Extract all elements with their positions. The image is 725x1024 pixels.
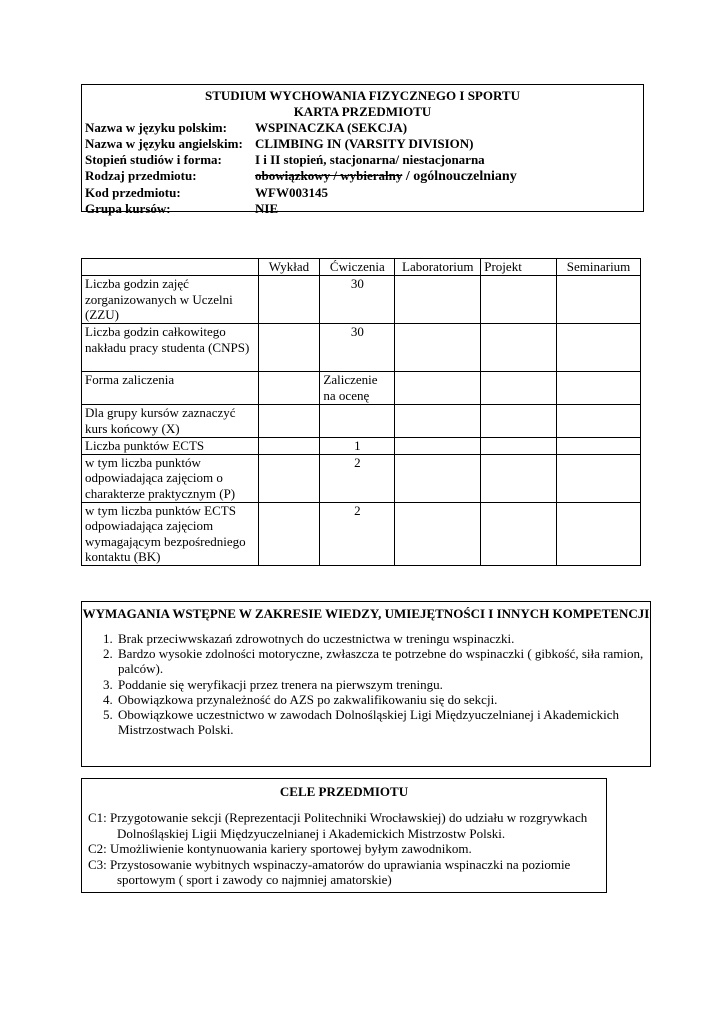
table-cell [258, 405, 320, 438]
table-cell: 30 [320, 276, 395, 324]
hours-table [81, 258, 641, 566]
header-label: Kod przedmiotu: [85, 185, 181, 200]
list-item: 5. Obowiązkowe uczestnictwo w zawodach Dolnośląskiej Ligi Międzyuczelnianej i Akademickich Mistrzostwach Polski. [116, 707, 650, 737]
column-header: Projekt [481, 259, 557, 276]
table-cell: 2 [320, 502, 395, 565]
table-row [82, 372, 641, 405]
list-item: 2. Bardzo wysokie zdolności motoryczne, zwłaszcza te potrzebne do wspinaczki ( gibkość, siła ramion, palców). [116, 646, 650, 676]
table-cell [481, 502, 557, 565]
table-row [82, 324, 641, 372]
table-cell [481, 438, 557, 455]
column-header: Laboratorium [395, 259, 481, 276]
header-value: WSPINACZKA (SEKCJA) [255, 120, 408, 135]
table-cell [395, 276, 481, 324]
table-row [82, 454, 641, 502]
table-cell [258, 372, 320, 405]
list-item: 4. Obowiązkowa przynależność do AZS po zakwalifikowaniu się do sekcji. [116, 692, 650, 707]
table-cell [557, 502, 641, 565]
row-label: w tym liczba punktów odpowiadająca zajęciom o charakterze praktycznym (P) [82, 454, 259, 502]
table-cell [395, 438, 481, 455]
column-header: Seminarium [557, 259, 641, 276]
table-cell [395, 454, 481, 502]
column-header: Ćwiczenia [320, 259, 395, 276]
column-header: Wykład [258, 259, 320, 276]
list-item: C3: Przystosowanie wybitnych wspinaczy-amatorów do uprawiania wspinaczki na poziomie sportowym ( sport i zawody co najmniej amatorskie) [88, 856, 571, 888]
row-label: Dla grupy kursów zaznaczyć kurs końcowy (X) [82, 405, 259, 438]
table-cell [481, 372, 557, 405]
header-row-english-name [82, 136, 643, 152]
table-cell [395, 372, 481, 405]
row-label: Liczba godzin zajęć zorganizowanych w Uczelni (ZZU) [82, 276, 259, 324]
list-item: 1. Brak przeciwwskazań zdrowotnych do uczestnictwa w treningu wspinaczki. [116, 631, 650, 646]
header-label: Nazwa w języku polskim: [85, 120, 227, 135]
requirements-list [82, 631, 650, 737]
table-cell: 2 [320, 454, 395, 502]
row-label: Liczba godzin całkowitego nakładu pracy studenta (CNPS) [82, 324, 259, 372]
course-type-value: / ogólnouczelniany [402, 169, 517, 184]
header-row-course-code [82, 185, 643, 201]
header-title-line2: KARTA PRZEDMIOTU [293, 104, 432, 119]
course-header-box [81, 84, 644, 216]
goals-box [81, 778, 607, 893]
header-value: WFW003145 [255, 185, 328, 200]
table-cell [481, 454, 557, 502]
table-cell [481, 405, 557, 438]
row-label: Liczba punktów ECTS [82, 438, 259, 455]
requirements-title: WYMAGANIA WSTĘPNE W ZAKRESIE WIEDZY, UMIEJĘTNOŚCI I INNYCH KOMPETENCJI [82, 606, 650, 621]
table-cell: 30 [320, 324, 395, 372]
table-cell [258, 324, 320, 372]
table-cell [395, 502, 481, 565]
row-label: w tym liczba punktów ECTS odpowiadająca zajęciom wymagającym bezpośredniego kontaktu (BK) [82, 502, 259, 565]
table-cell [320, 405, 395, 438]
table-cell [557, 276, 641, 324]
table-cell [557, 438, 641, 455]
table-cell [557, 372, 641, 405]
table-cell [481, 276, 557, 324]
table-cell: 1 [320, 438, 395, 455]
goals-list [82, 810, 606, 888]
table-cell [258, 438, 320, 455]
header-value [255, 168, 643, 185]
header-value: NIE [255, 201, 279, 216]
table-cell [258, 502, 320, 565]
table-cell: Zaliczenie na ocenę [320, 372, 395, 405]
table-cell [258, 276, 320, 324]
header-value: CLIMBING IN (VARSITY DIVISION) [255, 136, 474, 151]
table-row [82, 276, 641, 324]
header-row-course-group [82, 201, 643, 217]
goals-title: CELE PRZEDMIOTU [279, 784, 409, 799]
struck-course-type: obowiązkowy / wybieralny [255, 168, 403, 183]
table-cell [395, 405, 481, 438]
header-label: Grupa kursów: [85, 201, 171, 216]
list-item: C2: Umożliwienie kontynuowania kariery sportowej byłym zawodnikom. [88, 841, 472, 857]
table-header-row [82, 259, 641, 276]
header-value: I i II stopień, stacjonarna/ niestacjonarna [255, 152, 485, 167]
list-item: 3. Poddanie się weryfikacji przez trenera na pierwszym treningu. [116, 677, 650, 692]
row-label: Forma zaliczenia [82, 372, 259, 405]
header-label: Rodzaj przedmiotu: [85, 168, 197, 183]
table-row [82, 502, 641, 565]
table-cell [557, 324, 641, 372]
column-header [82, 259, 259, 276]
table-row [82, 405, 641, 438]
requirements-box [81, 601, 651, 767]
header-row-polish-name [82, 120, 643, 136]
table-cell [395, 324, 481, 372]
table-row [82, 438, 641, 455]
header-row-study-level [82, 152, 643, 168]
header-title-line1: STUDIUM WYCHOWANIA FIZYCZNEGO I SPORTU [205, 88, 520, 103]
table-cell [258, 454, 320, 502]
table-cell [557, 454, 641, 502]
header-label: Stopień studiów i forma: [85, 152, 222, 167]
header-row-course-type [82, 168, 643, 185]
list-item: C1: Przygotowanie sekcji (Reprezentacji Politechniki Wrocławskiej) do udziału w rozgrywkach Dolnośląskiej Ligii Międzyuczelnianej i Akademickich Mistrzostw Polski. [88, 810, 588, 841]
table-cell [481, 324, 557, 372]
header-label: Nazwa w języku angielskim: [85, 136, 243, 151]
table-cell [557, 405, 641, 438]
